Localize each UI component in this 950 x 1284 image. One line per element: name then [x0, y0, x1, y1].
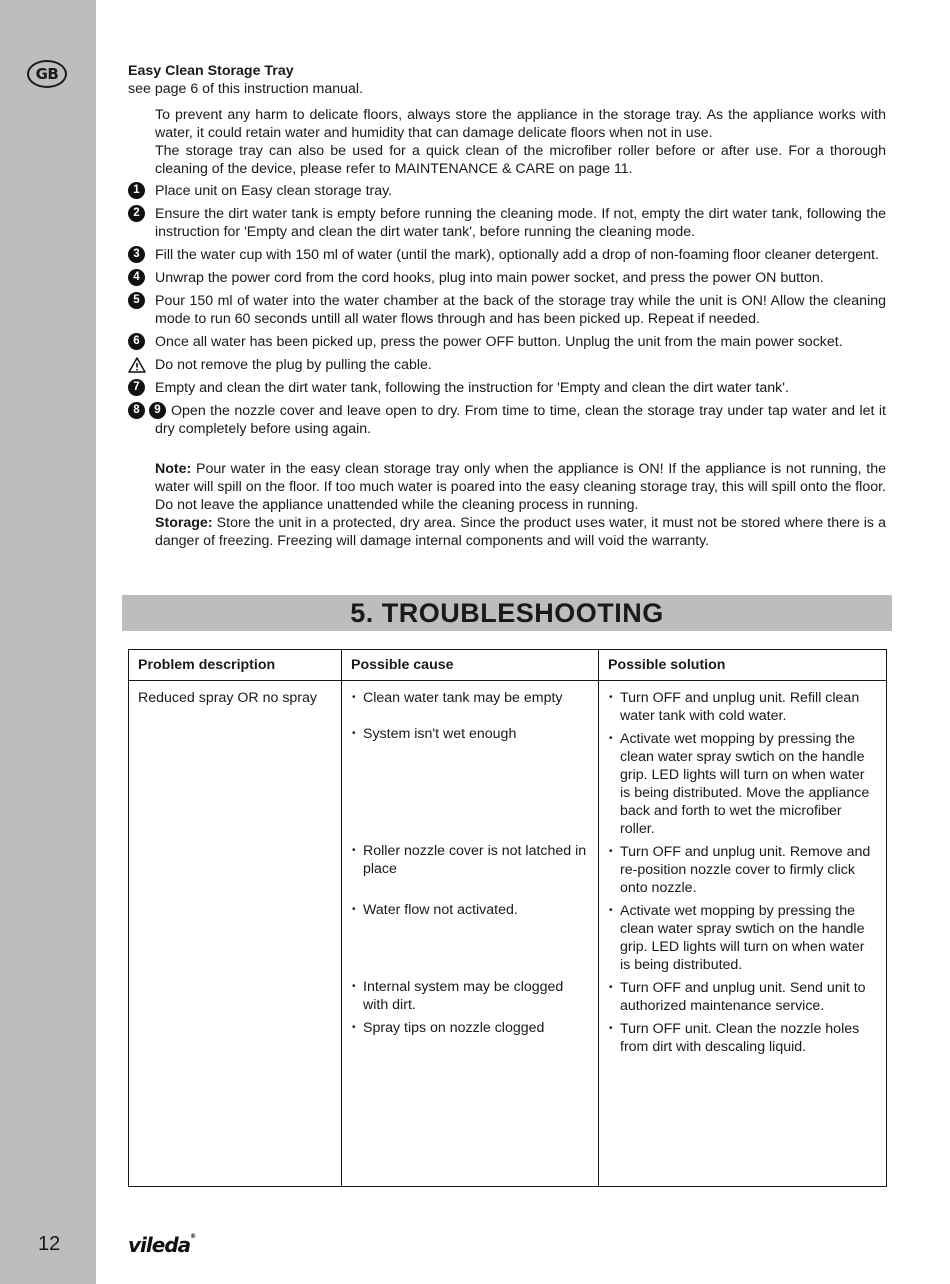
warning-text: Do not remove the plug by pulling the cable.: [155, 357, 432, 373]
step-text: Once all water has been picked up, press the power OFF button. Unplug the unit from the main power socket.: [155, 334, 843, 350]
note-text: Pour water in the easy clean storage tray only when the appliance is ON! If the appliance is not running, the water will spill on the floor. If too much water is poared into the easy cleaning storage tray, this will spill onto the floor. Do not leave the appliance unattended while the cleaning process in running.: [155, 461, 886, 513]
step-text: Empty and clean the dirt water tank, following the instruction for 'Empty and clean the dirt water tank'.: [155, 380, 789, 396]
troubleshooting-banner: 5. TROUBLESHOOTING: [122, 595, 892, 631]
column-header: Possible cause: [342, 650, 599, 681]
warning-item: [128, 356, 886, 374]
column-header: Problem description: [129, 650, 342, 681]
step-text: Fill the water cup with 150 ml of water (until the mark), optionally add a drop of non-foaming floor cleaner detergent.: [155, 247, 879, 263]
language-badge: GB: [27, 60, 67, 88]
step-item: [128, 402, 886, 438]
step-item: [128, 292, 886, 328]
step-text: Ensure the dirt water tank is empty before running the cleaning mode. If not, empty the dirt water tank, following the instruction for 'Empty and clean the dirt water tank', before running the cleaning mode.: [155, 206, 886, 240]
solution-item: • Activate wet mopping by pressing the clean water spray swtich on the handle grip. LED lights will turn on when water is being distributed. Move the appliance back and forth to wet the microfiber roller.: [608, 730, 877, 843]
intro-block: [128, 106, 886, 178]
step-number-badge: 2: [128, 205, 145, 222]
troubleshooting-table: [128, 649, 887, 1187]
storage-tray-section: [128, 62, 886, 550]
solution-item: • Activate wet mopping by pressing the clean water spray swtich on the handle grip. LED lights will turn on when water is being distributed.: [608, 902, 877, 979]
step-item: [128, 379, 886, 397]
steps-list: [128, 182, 886, 438]
column-header: Possible solution: [599, 650, 887, 681]
storage-paragraph: [155, 514, 886, 550]
note-block: [128, 460, 886, 550]
step-text: Place unit on Easy clean storage tray.: [155, 183, 393, 199]
registered-mark: ®: [190, 1233, 196, 1240]
table-row: [129, 681, 887, 1187]
step-number-badge: 8: [128, 402, 145, 419]
cause-item: • Water flow not activated.: [351, 901, 589, 978]
step-text: Pour 150 ml of water into the water chamber at the back of the storage tray while the unit is ON! Allow the cleaning mode to run 60 seconds untill all water flows through and has been picked up. Repeat if needed.: [155, 293, 886, 327]
solution-item: • Turn OFF and unplug unit. Remove and re-position nozzle cover to firmly click onto nozzle.: [608, 843, 877, 902]
step-text: Open the nozzle cover and leave open to dry. From time to time, clean the storage tray under tap water and let it dry completely before using again.: [155, 403, 886, 437]
solution-cell: [599, 681, 887, 1187]
vileda-logo: [128, 1233, 195, 1257]
solution-item: • Turn OFF and unplug unit. Send unit to authorized maintenance service.: [608, 979, 877, 1020]
step-item: [128, 182, 886, 200]
step-number-badge: 4: [128, 269, 145, 286]
warning-triangle-icon: [128, 357, 146, 373]
step-text: Unwrap the power cord from the cord hooks, plug into main power socket, and press the power ON button.: [155, 270, 824, 286]
step-number-badge: 7: [128, 379, 145, 396]
note-label: Note:: [155, 461, 192, 477]
step-number-badge: 3: [128, 246, 145, 263]
storage-text: Store the unit in a protected, dry area. Since the product uses water, it must not be stored where there is a danger of freezing. Freezing will damage internal components and will void the warranty.: [155, 515, 886, 549]
cause-item: • Spray tips on nozzle clogged: [351, 1019, 589, 1037]
cause-item: • Internal system may be clogged with dirt.: [351, 978, 589, 1019]
step-item: [128, 333, 886, 351]
step-item: [128, 269, 886, 287]
storage-label: Storage:: [155, 515, 213, 531]
intro-paragraph: The storage tray can also be used for a quick clean of the microfiber roller before or after use. For a thorough cleaning of the device, please refer to MAINTENANCE & CARE on page 11.: [155, 143, 886, 177]
cause-cell: [342, 681, 599, 1187]
step-number-badge: 6: [128, 333, 145, 350]
cause-item: • Clean water tank may be empty: [351, 689, 589, 725]
section-subtitle: see page 6 of this instruction manual.: [128, 81, 364, 97]
cause-item: • System isn't wet enough: [351, 725, 589, 842]
solution-item: • Turn OFF unit. Clean the nozzle holes from dirt with descaling liquid.: [608, 1020, 877, 1056]
cause-item: • Roller nozzle cover is not latched in place: [351, 842, 589, 901]
table-header-row: [129, 650, 887, 681]
step-number-badge: 5: [128, 292, 145, 309]
section-heading: Easy Clean Storage Tray: [128, 63, 294, 79]
step-number-badge: 1: [128, 182, 145, 199]
problem-cell: Reduced spray OR no spray: [129, 681, 342, 1187]
sidebar: [0, 0, 96, 1284]
note-paragraph: [155, 460, 886, 514]
step-number-badge: 9: [149, 402, 166, 419]
step-item: [128, 205, 886, 241]
step-item: [128, 246, 886, 264]
solution-item: • Turn OFF and unplug unit. Refill clean water tank with cold water.: [608, 689, 877, 730]
logo-text: vileda: [128, 1233, 191, 1257]
intro-paragraph: To prevent any harm to delicate floors, always store the appliance in the storage tray. As the appliance works with water, it could retain water and humidity that can damage delicate floors when not in use.: [155, 107, 886, 141]
page-number: 12: [38, 1233, 61, 1255]
